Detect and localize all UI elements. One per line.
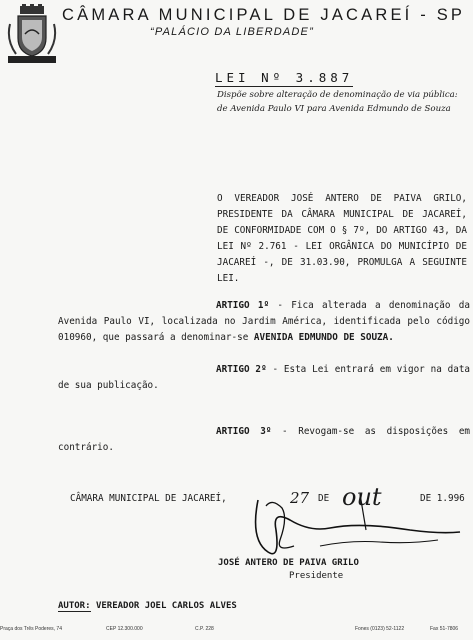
handwritten-month: out (342, 483, 382, 511)
date-line-end: DE 1.996 (420, 493, 465, 504)
article-emphasis: AVENIDA EDMUNDO DE SOUZA. (253, 332, 394, 343)
chamber-title: CÂMARA MUNICIPAL DE JACAREÍ - SP (62, 6, 466, 24)
footer-cep: CEP 12.300.000 (106, 626, 143, 632)
chamber-subtitle: “PALÁCIO DA LIBERDADE” (150, 26, 314, 38)
article-label: ARTIGO 2º (216, 364, 267, 375)
law-title-text: LEI Nº 3.887 (215, 70, 354, 85)
date-line-de: DE (318, 493, 330, 504)
article-text: - Esta Lei entrará em vigor na data de sua publicação. (58, 364, 471, 391)
footer-fax: Fax 51-7806 (430, 626, 459, 632)
author-label: AUTOR: (58, 601, 91, 611)
article-label: ARTIGO 3º (216, 426, 272, 437)
article-label: ARTIGO 1º (216, 300, 270, 311)
signer-role: Presidente (289, 571, 344, 581)
preamble: O VEREADOR JOSÉ ANTERO DE PAIVA GRILO, PRESIDENTE DA CÂMARA MUNICIPAL DE JACAREÍ, DE CONFORMIDADE COM O § 7º, DO ARTIGO 43, DA LEI Nº 2.761 - LEI ORGÂNICA DO MUNICÍPIO DE JACAREÍ -, DE 31.03.90, PROMULGA A SEGUINTE LEI. (217, 193, 467, 284)
article-2 (58, 362, 470, 394)
author-name: VEREADOR JOEL CARLOS ALVES (95, 601, 237, 611)
footer-phones: Fones (0123) 52-1122 (355, 626, 405, 632)
author-line (58, 601, 237, 611)
handwritten-day: 27 (290, 489, 310, 507)
footer (0, 626, 473, 638)
coat-of-arms-icon (6, 4, 58, 66)
article-3 (58, 424, 470, 456)
signer-name: JOSÉ ANTERO DE PAIVA GRILO (218, 558, 359, 568)
handwritten-signature (210, 470, 470, 570)
law-title (215, 70, 353, 85)
law-summary: Dispõe sobre alteração de denominação de via pública: de Avenida Paulo VI para Avenida Edmundo de Souza (217, 90, 458, 114)
article-text: - Revogam-se as disposições em contrário. (58, 426, 471, 453)
article-1 (58, 298, 470, 346)
article-text: - Fica alterada a denominação da Avenida Paulo VI, localizada no Jardim América, identificada pelo código 010960, que passará a denominar-se (58, 300, 470, 343)
date-line-start: CÂMARA MUNICIPAL DE JACAREÍ, (70, 493, 227, 504)
footer-address: Praça dos Três Poderes, 74 (0, 626, 62, 632)
footer-cp: C.P. 228 (195, 626, 214, 632)
